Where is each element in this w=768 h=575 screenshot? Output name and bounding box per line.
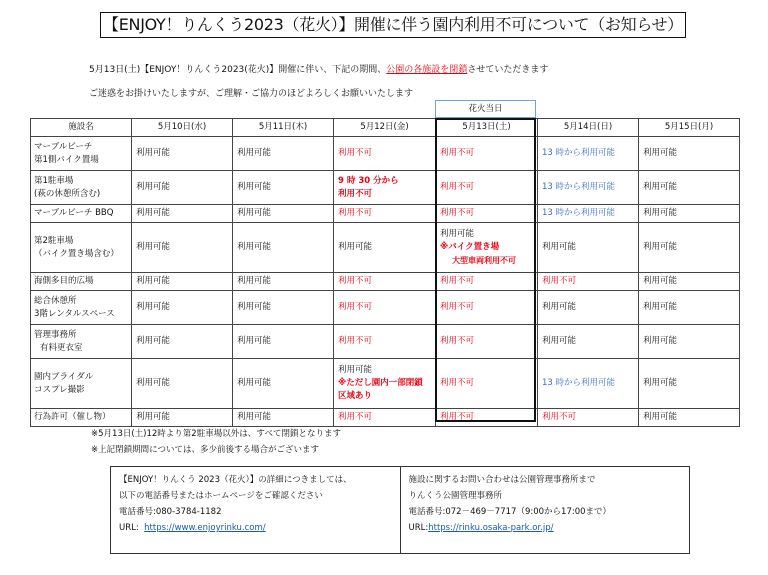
status-cell: [334, 171, 436, 205]
status-cell: 利用可能: [334, 223, 436, 273]
status-cell: 利用可能: [132, 137, 233, 171]
park-url-row: [409, 520, 682, 536]
status-cell: 利用可能: [639, 273, 740, 291]
event-website-link[interactable]: https://www.enjoyrinku.com/: [144, 523, 266, 533]
header-date: 5月10日(水): [132, 119, 233, 137]
facility-name-line: 第1駐車場: [34, 175, 74, 186]
status-line: 区域あり: [338, 391, 373, 401]
event-contact: [111, 467, 400, 553]
status-cell: 利用不可: [538, 273, 639, 291]
header-date: 5月15日(月): [639, 119, 740, 137]
event-url-row: [119, 520, 392, 536]
status-cell: 利用不可: [436, 171, 538, 205]
status-cell: [436, 223, 538, 273]
header-facility: 施設名: [31, 119, 132, 137]
status-cell: 利用不可: [436, 137, 538, 171]
status-cell: 利用可能: [132, 359, 233, 409]
status-cell: 利用可能: [233, 205, 334, 223]
status-line: 大型車両利用不可: [452, 256, 516, 265]
intro-closure-highlight: 公園の各施設を閉鎖: [386, 65, 468, 75]
status-cell: 利用不可: [538, 409, 639, 427]
status-cell: 利用可能: [639, 409, 740, 427]
status-line: 9 時 30 分から: [338, 175, 399, 186]
facility-name-line: 第1側バイク置場: [34, 154, 99, 165]
facility-name-line: 園内ブライダル: [34, 371, 94, 382]
status-cell: 利用不可: [334, 273, 436, 291]
facility-name-cell: [31, 223, 132, 273]
header-date: 5月14日(日): [538, 119, 639, 137]
status-cell: 利用可能: [639, 223, 740, 273]
status-cell: 利用可能: [132, 325, 233, 359]
event-phone: 電話番号:080-3784-1182: [119, 507, 222, 517]
facility-name-line: (萩の休憩所含む): [34, 188, 101, 199]
status-cell: 利用可能: [639, 205, 740, 223]
table-row: [31, 223, 740, 273]
status-cell: 利用可能: [233, 223, 334, 273]
status-line: 利用不可: [338, 188, 373, 199]
status-cell: 利用可能: [132, 223, 233, 273]
table-row: [31, 137, 740, 171]
event-contact-line-2: 以下の電話番号またはホームページをご確認ください: [119, 491, 323, 501]
status-cell: 13 時から利用可能: [538, 359, 639, 409]
status-cell: 利用不可: [436, 409, 538, 427]
status-cell: 利用可能: [639, 359, 740, 409]
status-cell: 利用可能: [132, 273, 233, 291]
event-contact-line-1: 【ENJOY！りんくう 2023（花火）】の詳細につきましては、: [119, 475, 352, 485]
table-row: [31, 325, 740, 359]
status-cell: 利用可能: [538, 223, 639, 273]
status-cell: 利用不可: [436, 325, 538, 359]
intro-line-2: ご迷惑をお掛けいたしますが、ご理解・ご協力のほどよろしくお願いいたします: [89, 89, 414, 99]
status-cell: 利用可能: [639, 291, 740, 325]
status-cell: 利用可能: [233, 325, 334, 359]
status-cell: 利用可能: [233, 273, 334, 291]
facility-name-line: 第2駐車場: [34, 235, 74, 246]
header-date: 5月11日(木): [233, 119, 334, 137]
status-cell: 利用可能: [538, 325, 639, 359]
status-line: 利用可能: [338, 365, 373, 375]
status-cell: 利用可能: [538, 291, 639, 325]
facility-name-cell: [31, 273, 132, 291]
status-cell: 利用可能: [132, 171, 233, 205]
event-url-label: URL:: [119, 523, 139, 533]
park-url-label: URL:: [408, 523, 429, 533]
status-cell: 利用可能: [639, 137, 740, 171]
status-cell: 利用不可: [436, 273, 538, 291]
notes: [91, 426, 341, 458]
facility-name-line: マーブルビーチ BBQ: [34, 208, 114, 218]
table-row: [31, 205, 740, 223]
facility-name-cell: [31, 325, 132, 359]
status-cell: 利用可能: [233, 137, 334, 171]
facility-name-line: 海側多目的広場: [34, 276, 94, 286]
facility-name-cell: [31, 205, 132, 223]
status-line: 利用可能: [440, 229, 475, 239]
status-cell: 利用可能: [233, 291, 334, 325]
status-cell: 13 時から利用可能: [538, 205, 639, 223]
status-cell: 利用不可: [334, 137, 436, 171]
facility-name-cell: [31, 359, 132, 409]
status-cell: 利用可能: [132, 205, 233, 223]
status-cell: 13 時から利用可能: [538, 137, 639, 171]
facility-name-line: コスプレ撮影: [34, 384, 85, 395]
park-contact-line-2: りんくう公園管理事務所: [408, 491, 503, 501]
park-contact: [400, 467, 690, 553]
status-cell: 13 時から利用可能: [538, 171, 639, 205]
park-contact-line-1: 施設に関するお問い合わせは公園管理事務所まで: [408, 475, 596, 485]
status-cell: 利用不可: [436, 205, 538, 223]
contact-box: [110, 466, 690, 554]
park-website-link[interactable]: https://rinku.osaka-park.or.jp/: [428, 523, 554, 533]
status-cell: 利用不可: [334, 291, 436, 325]
status-cell: 利用可能: [233, 171, 334, 205]
status-cell: 利用可能: [233, 359, 334, 409]
note-line: ※上記閉鎖期間については、多少前後する場合がございます: [91, 445, 319, 455]
table-row: [31, 359, 740, 409]
status-cell: 利用不可: [436, 291, 538, 325]
intro-text-a: 5月13日(土)【ENJOY！りんくう2023(花火)】開催に伴い、下記の期間、: [89, 65, 387, 75]
status-cell: 利用可能: [639, 325, 740, 359]
facility-name-cell: [31, 409, 132, 427]
intro-line-1: [89, 62, 548, 75]
facility-name-line: マーブルビーチ: [34, 141, 93, 152]
status-cell: 利用不可: [334, 409, 436, 427]
status-cell: [334, 359, 436, 409]
status-cell: 利用可能: [233, 409, 334, 427]
facility-status-table: [30, 118, 740, 427]
table-row: [31, 171, 740, 205]
facility-name-line: 3階レンタルスペース: [34, 308, 115, 319]
facility-name-line: 総合休憩所: [34, 295, 77, 306]
facility-name-cell: [31, 137, 132, 171]
table-row: [31, 291, 740, 325]
table-row: [31, 273, 740, 291]
status-cell: 利用不可: [436, 359, 538, 409]
notice-title: 【ENJOY！りんくう2023（花火）】開催に伴う園内利用不可について（お知らせ）: [100, 12, 686, 38]
status-cell: 利用可能: [132, 291, 233, 325]
facility-name-line: （バイク置き場含む）: [34, 248, 119, 259]
facility-name-line: 有料更衣室: [40, 342, 83, 353]
fireworks-day-label: 花火当日: [435, 100, 536, 118]
intro-text-b: させていただきます: [467, 65, 549, 75]
note-line: ※5月13日(土)12時より第2駐車場以外は、すべて閉鎖となります: [91, 429, 342, 439]
status-line: ※バイク置き場: [440, 242, 500, 252]
park-phone: 電話番号:072－469－7717（9:00から17:00まで）: [408, 507, 612, 517]
facility-name-line: 管理事務所: [34, 329, 77, 340]
table-header-row: [31, 119, 740, 137]
table-row: [31, 409, 740, 427]
status-cell: 利用不可: [334, 205, 436, 223]
facility-name-line: 行為許可（催し物）: [34, 412, 111, 422]
header-date: 5月13日(土): [436, 119, 538, 137]
status-line: ※ただし園内一部閉鎖: [338, 378, 423, 388]
facility-name-cell: [31, 171, 132, 205]
header-date: 5月12日(金): [334, 119, 436, 137]
facility-name-cell: [31, 291, 132, 325]
status-cell: 利用可能: [639, 171, 740, 205]
status-cell: 利用不可: [334, 325, 436, 359]
status-cell: 利用可能: [132, 409, 233, 427]
